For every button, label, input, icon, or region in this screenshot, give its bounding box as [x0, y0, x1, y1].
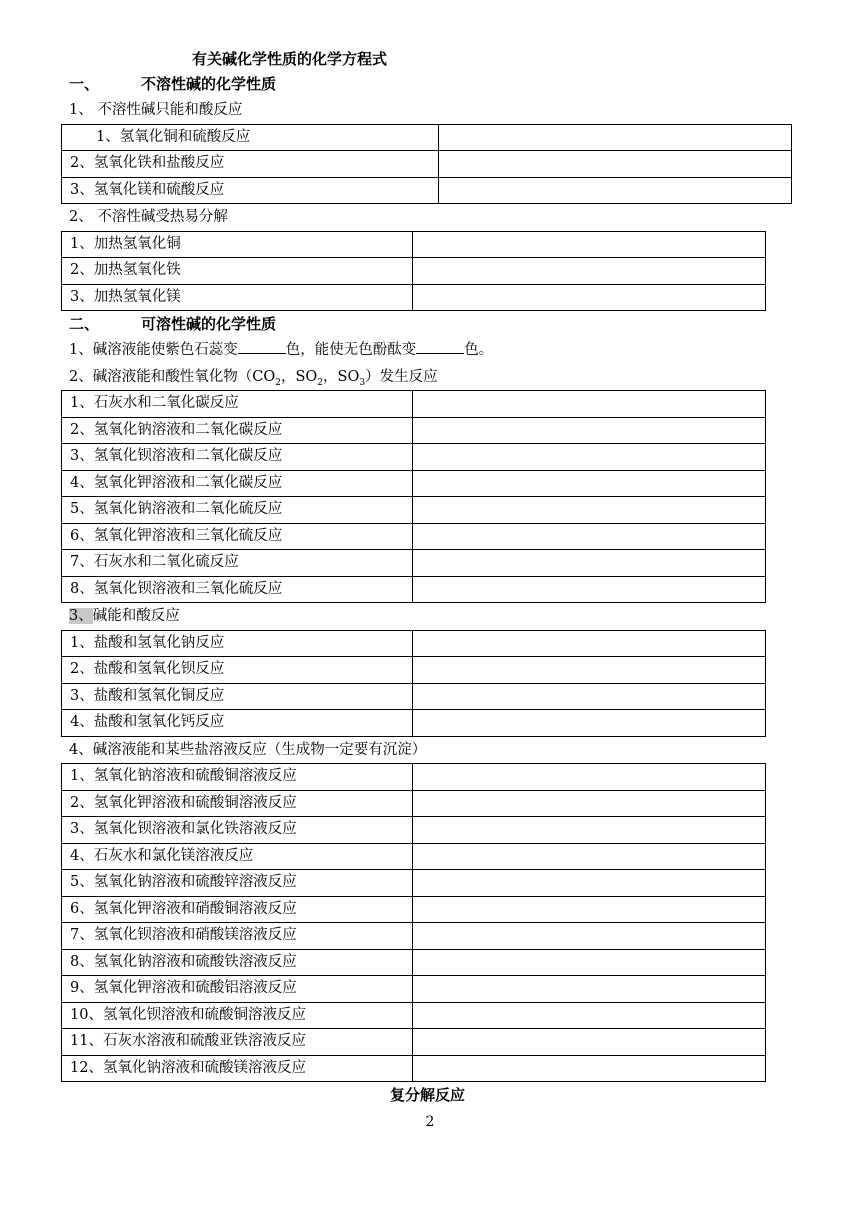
table-row: [62, 657, 766, 684]
table-row: [62, 790, 766, 817]
page-number: 2: [425, 1114, 435, 1130]
reaction-label: 8、氢氧化钠溶液和硫酸铁溶液反应: [62, 949, 413, 976]
indicator-line: [61, 337, 764, 364]
reaction-label: 2、盐酸和氢氧化钡反应: [62, 657, 413, 684]
reaction-label: 5、氢氧化钠溶液和硫酸锌溶液反应: [62, 870, 413, 897]
equation-answer-cell[interactable]: [413, 523, 766, 550]
base-acid-text: 碱能和酸反应: [92, 608, 180, 624]
salt-reaction-line: 4、碱溶液能和某些盐溶液反应（生成物一定要有沉淀）: [69, 741, 427, 758]
table-row: [62, 630, 766, 657]
reaction-label: 1、氢氧化钠溶液和硫酸铜溶液反应: [62, 764, 413, 791]
worksheet-page: [61, 48, 764, 1108]
oxide-sub-2: 2: [317, 377, 324, 388]
equation-answer-cell[interactable]: [413, 497, 766, 524]
table-row: [62, 896, 766, 923]
table-row: [62, 417, 766, 444]
table-row: [62, 949, 766, 976]
table-row: [62, 550, 766, 577]
acidic-oxide-line: [61, 364, 764, 391]
base-acid-line: [61, 603, 764, 630]
litmus-blank[interactable]: [238, 339, 286, 354]
table-row: [62, 843, 766, 870]
equation-answer-cell[interactable]: [413, 923, 766, 950]
equation-answer-cell[interactable]: [413, 896, 766, 923]
oxide-text-d: ）发生反应: [365, 368, 438, 385]
equation-answer-cell[interactable]: [413, 1029, 766, 1056]
equation-answer-cell[interactable]: [413, 417, 766, 444]
reaction-label: 1、加热氢氧化铜: [62, 231, 413, 258]
table-acid-reactions: [61, 124, 792, 205]
table-row: [62, 976, 766, 1003]
equation-answer-cell[interactable]: [413, 764, 766, 791]
section1-title: 不溶性碱的化学性质: [141, 75, 277, 93]
reaction-label: 4、盐酸和氢氧化钙反应: [62, 710, 413, 737]
equation-answer-cell[interactable]: [413, 550, 766, 577]
table-salt-reactions: [61, 763, 766, 1082]
equation-answer-cell[interactable]: [413, 1055, 766, 1082]
table-row: [62, 258, 766, 285]
table-row: [62, 231, 766, 258]
table-row: [62, 470, 766, 497]
reaction-label: 5、氢氧化钠溶液和二氧化硫反应: [62, 497, 413, 524]
table-row: [62, 817, 766, 844]
reaction-label: 12、氢氧化钠溶液和硫酸镁溶液反应: [62, 1055, 413, 1082]
reaction-label: 4、氢氧化钾溶液和二氧化碳反应: [62, 470, 413, 497]
equation-answer-cell[interactable]: [413, 843, 766, 870]
table-row: [62, 177, 792, 204]
equation-answer-cell[interactable]: [413, 576, 766, 603]
table-acidic-oxides: [61, 390, 766, 603]
section1-sub2: 2、 不溶性碱受热易分解: [69, 209, 228, 225]
reaction-label: 2、氢氧化钠溶液和二氧化碳反应: [62, 417, 413, 444]
section1-heading: [61, 71, 764, 97]
reaction-label: 2、氢氧化铁和盐酸反应: [62, 151, 439, 178]
indicator-text-c: 色。: [464, 342, 494, 358]
equation-answer-cell[interactable]: [413, 710, 766, 737]
reaction-label: 1、盐酸和氢氧化钠反应: [62, 630, 413, 657]
table-row: [62, 576, 766, 603]
table-row: [62, 1029, 766, 1056]
reaction-label: 3、盐酸和氢氧化铜反应: [62, 683, 413, 710]
reaction-label: 3、氢氧化镁和硫酸反应: [62, 177, 439, 204]
table-row: [62, 151, 792, 178]
reaction-label: 10、氢氧化钡溶液和硫酸铜溶液反应: [62, 1002, 413, 1029]
reaction-label: 9、氢氧化钾溶液和硫酸铝溶液反应: [62, 976, 413, 1003]
indicator-text-b: 色，能使无色酚酞变: [285, 342, 417, 358]
base-acid-number: 3、: [69, 608, 93, 624]
table-decomposition: [61, 231, 766, 312]
equation-answer-cell[interactable]: [413, 949, 766, 976]
equation-answer-cell[interactable]: [413, 790, 766, 817]
page-title: 有关碱化学性质的化学方程式: [192, 50, 388, 68]
phenolphthalein-blank[interactable]: [416, 339, 464, 354]
equation-answer-cell[interactable]: [413, 657, 766, 684]
reaction-label: 1、氢氧化铜和硫酸反应: [62, 124, 439, 151]
reaction-label: 4、石灰水和氯化镁溶液反应: [62, 843, 413, 870]
equation-answer-cell[interactable]: [413, 391, 766, 418]
equation-answer-cell[interactable]: [413, 231, 766, 258]
oxide-text-c: ，SO: [323, 368, 360, 385]
section2-number: 二、: [69, 315, 100, 333]
oxide-sub-1: 2: [275, 377, 281, 388]
equation-answer-cell[interactable]: [413, 976, 766, 1003]
table-row: [62, 764, 766, 791]
reaction-label: 6、氢氧化钾溶液和硝酸铜溶液反应: [62, 896, 413, 923]
table-row: [62, 497, 766, 524]
reaction-label: 2、氢氧化钾溶液和硫酸铜溶液反应: [62, 790, 413, 817]
table-row: [62, 870, 766, 897]
equation-answer-cell[interactable]: [439, 124, 792, 151]
reaction-label: 3、加热氢氧化镁: [62, 284, 413, 311]
reaction-label: 3、氢氧化钡溶液和氯化铁溶液反应: [62, 817, 413, 844]
table-row: [62, 284, 766, 311]
section1-sub1: 1、 不溶性碱只能和酸反应: [69, 102, 243, 118]
reaction-label: 7、石灰水和二氧化硫反应: [62, 550, 413, 577]
equation-answer-cell[interactable]: [439, 177, 792, 204]
equation-answer-cell[interactable]: [413, 444, 766, 471]
equation-answer-cell[interactable]: [413, 1002, 766, 1029]
table-neutralization: [61, 630, 766, 737]
oxide-sub-3: 3: [359, 377, 366, 388]
table-row: [62, 1002, 766, 1029]
table-row: [62, 1055, 766, 1082]
equation-answer-cell[interactable]: [413, 630, 766, 657]
equation-answer-cell[interactable]: [413, 817, 766, 844]
reaction-label: 3、氢氧化钡溶液和二氧化碳反应: [62, 444, 413, 471]
table-row: [62, 391, 766, 418]
reaction-label: 11、石灰水溶液和硫酸亚铁溶液反应: [62, 1029, 413, 1056]
reaction-label: 2、加热氢氧化铁: [62, 258, 413, 285]
table-row: [62, 523, 766, 550]
table-row: [62, 923, 766, 950]
footer-heading: 复分解反应: [389, 1086, 465, 1104]
equation-answer-cell[interactable]: [413, 683, 766, 710]
table-row: [62, 683, 766, 710]
oxide-text-b: ，SO: [280, 368, 318, 385]
section2-heading: [61, 311, 764, 337]
indicator-text-a: 1、碱溶液能使紫色石蕊变: [69, 342, 238, 358]
section2-title: 可溶性碱的化学性质: [141, 315, 277, 333]
table-row: [62, 124, 792, 151]
equation-answer-cell[interactable]: [439, 151, 792, 178]
reaction-label: 6、氢氧化钾溶液和三氧化硫反应: [62, 523, 413, 550]
equation-answer-cell[interactable]: [413, 470, 766, 497]
equation-answer-cell[interactable]: [413, 870, 766, 897]
section1-number: 一、: [69, 75, 100, 93]
oxide-text-a: 2、碱溶液能和酸性氧化物（CO: [69, 368, 276, 385]
reaction-label: 8、氢氧化钡溶液和三氧化硫反应: [62, 576, 413, 603]
table-row: [62, 710, 766, 737]
equation-answer-cell[interactable]: [413, 258, 766, 285]
equation-answer-cell[interactable]: [413, 284, 766, 311]
table-row: [62, 444, 766, 471]
reaction-label: 1、石灰水和二氧化碳反应: [62, 391, 413, 418]
reaction-label: 7、氢氧化钡溶液和硝酸镁溶液反应: [62, 923, 413, 950]
